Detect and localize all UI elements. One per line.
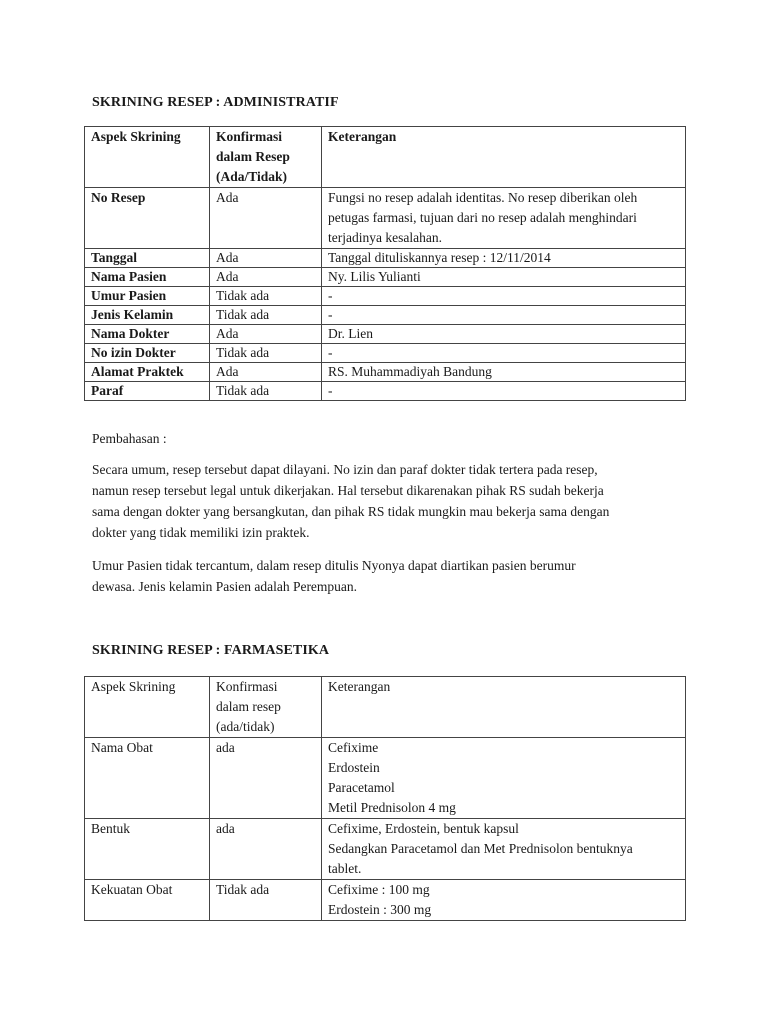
farma-header-note: Keterangan — [322, 677, 686, 738]
admin-header-confirm-line: dalam Resep — [216, 149, 290, 164]
note-line: Erdostein — [328, 760, 380, 775]
confirm-cell: Tidak ada — [210, 306, 322, 325]
admin-heading: SKRINING RESEP : ADMINISTRATIF — [92, 95, 339, 110]
farma-header-aspect: Aspek Skrining — [85, 677, 210, 738]
table-row — [85, 382, 686, 401]
aspect-cell: Nama Dokter — [85, 325, 210, 344]
aspect-cell: Umur Pasien — [85, 287, 210, 306]
paragraph-line: dewasa. Jenis kelamin Pasien adalah Perempuan. — [92, 579, 358, 594]
admin-header-row — [85, 127, 686, 188]
confirm-cell: Ada — [210, 249, 322, 268]
admin-header-note: Keterangan — [322, 127, 686, 188]
admin-header-confirm-line: Konfirmasi — [216, 129, 282, 144]
table-row — [85, 738, 686, 819]
admin-table — [84, 126, 686, 401]
paragraph-line: Umur Pasien tidak tercantum, dalam resep ditulis Nyonya dapat diartikan pasien berumur — [92, 558, 576, 573]
note-cell: - — [322, 382, 686, 401]
aspect-cell: Tanggal — [85, 249, 210, 268]
note-line: Fungsi no resep adalah identitas. No resep diberikan oleh — [328, 190, 638, 205]
note-line: Sedangkan Paracetamol dan Met Prednisolon bentuknya — [328, 841, 633, 856]
confirm-cell: Ada — [210, 268, 322, 287]
confirm-cell: Tidak ada — [210, 344, 322, 363]
note-cell: - — [322, 287, 686, 306]
farma-header-confirm — [210, 677, 322, 738]
note-cell: - — [322, 306, 686, 325]
note-line: terjadinya kesalahan. — [328, 230, 442, 245]
table-row — [85, 306, 686, 325]
aspect-cell: Nama Obat — [85, 738, 210, 819]
aspect-cell: Jenis Kelamin — [85, 306, 210, 325]
farma-header-confirm-line: Konfirmasi — [216, 679, 278, 694]
note-line: Paracetamol — [328, 780, 395, 795]
farma-header-confirm-line: dalam resep — [216, 699, 281, 714]
aspect-cell: Nama Pasien — [85, 268, 210, 287]
table-row — [85, 325, 686, 344]
table-row — [85, 880, 686, 921]
confirm-cell: Tidak ada — [210, 382, 322, 401]
farma-heading: SKRINING RESEP : FARMASETIKA — [92, 643, 330, 658]
farma-header-confirm-line: (ada/tidak) — [216, 719, 275, 734]
note-cell — [322, 188, 686, 249]
table-row — [85, 268, 686, 287]
note-cell — [322, 738, 686, 819]
admin-header-confirm — [210, 127, 322, 188]
note-cell: Ny. Lilis Yulianti — [322, 268, 686, 287]
paragraph-line: sama dengan dokter yang bersangkutan, dan pihak RS tidak mungkin mau bekerja sama dengan — [92, 504, 610, 519]
note-line: Cefixime : 100 mg — [328, 882, 430, 897]
aspect-cell: Paraf — [85, 382, 210, 401]
table-row — [85, 344, 686, 363]
table-row — [85, 188, 686, 249]
confirm-cell: ada — [210, 819, 322, 880]
note-line: Erdostein : 300 mg — [328, 902, 432, 917]
note-line: Cefixime, Erdostein, bentuk kapsul — [328, 821, 519, 836]
farma-header-row — [85, 677, 686, 738]
discussion-paragraph-1 — [92, 459, 692, 543]
note-cell: Tanggal dituliskannya resep : 12/11/2014 — [322, 249, 686, 268]
confirm-cell: Ada — [210, 363, 322, 382]
aspect-cell: No izin Dokter — [85, 344, 210, 363]
note-cell: - — [322, 344, 686, 363]
discussion-paragraph-2 — [92, 555, 692, 597]
note-cell: Dr. Lien — [322, 325, 686, 344]
table-row — [85, 287, 686, 306]
note-cell — [322, 880, 686, 921]
paragraph-line: dokter yang tidak memiliki izin praktek. — [92, 525, 310, 540]
note-line: Metil Prednisolon 4 mg — [328, 800, 456, 815]
note-cell: RS. Muhammadiyah Bandung — [322, 363, 686, 382]
admin-header-confirm-line: (Ada/Tidak) — [216, 169, 288, 184]
discussion-title: Pembahasan : — [92, 431, 167, 446]
confirm-cell: Tidak ada — [210, 880, 322, 921]
note-cell — [322, 819, 686, 880]
confirm-cell: ada — [210, 738, 322, 819]
farma-table — [84, 676, 686, 921]
paragraph-line: Secara umum, resep tersebut dapat dilayani. No izin dan paraf dokter tidak tertera pada resep, — [92, 462, 598, 477]
table-row — [85, 363, 686, 382]
confirm-cell: Tidak ada — [210, 287, 322, 306]
aspect-cell: Bentuk — [85, 819, 210, 880]
paragraph-line: namun resep tersebut legal untuk dikerjakan. Hal tersebut dikarenakan pihak RS sudah bekerja — [92, 483, 604, 498]
table-row — [85, 819, 686, 880]
table-row — [85, 249, 686, 268]
confirm-cell: Ada — [210, 188, 322, 249]
admin-header-aspect: Aspek Skrining — [85, 127, 210, 188]
aspect-cell: No Resep — [85, 188, 210, 249]
note-line: tablet. — [328, 861, 362, 876]
aspect-cell: Alamat Praktek — [85, 363, 210, 382]
note-line: Cefixime — [328, 740, 379, 755]
aspect-cell: Kekuatan Obat — [85, 880, 210, 921]
confirm-cell: Ada — [210, 325, 322, 344]
note-line: petugas farmasi, tujuan dari no resep adalah menghindari — [328, 210, 637, 225]
